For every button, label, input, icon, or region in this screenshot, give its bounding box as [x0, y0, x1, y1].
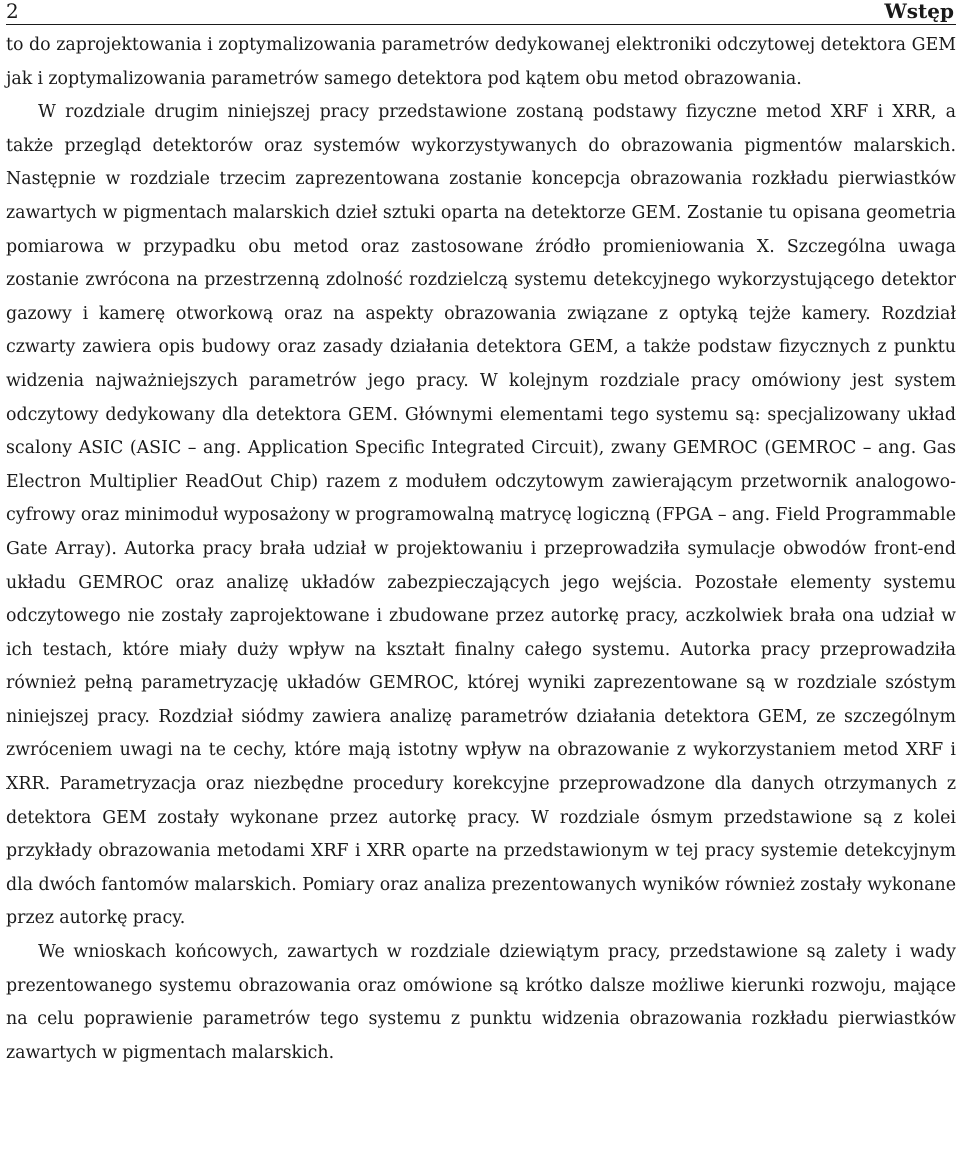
- document-page: [6, 0, 956, 1070]
- chapter-title: Wstęp: [884, 0, 954, 23]
- paragraph-chapter-overview: W rozdziale drugim niniejszej pracy przedstawione zostaną podstawy fizyczne metod XRF i XRR, a także przegląd detektorów oraz systemów wykorzystywanych do obrazowania pigmentów malarskich. Następnie w rozdziale trzecim zaprezentowana zostanie koncepcja obrazowania rozkładu pierwiastków zawartych w pigmentach malarskich dzieł sztuki oparta na detektorze GEM. Zostanie tu opisana geometria pomiarowa w przypadku obu metod oraz zastosowane źródło promieniowania X. Szczególna uwaga zostanie zwrócona na przestrzenną zdolność rozdzielczą systemu detekcyjnego wykorzystującego detektor gazowy i kamerę otworkową oraz na aspekty obrazowania związane z optyką tejże kamery. Rozdział czwarty zawiera opis budowy oraz zasady działania detektora GEM, a także podstaw fizycznych z punktu widzenia najważniejszych parametrów jego pracy. W kolejnym rozdziale pracy omówiony jest system odczytowy dedykowany dla detektora GEM. Głównymi elementami tego systemu są: specjalizowany układ scalony ASIC (ASIC – ang. Application Specific Integrated Circuit), zwany GEMROC (GEMROC – ang. Gas Electron Multiplier ReadOut Chip) razem z modułem odczytowym zawierającym przetwornik analogowo-cyfrowy oraz minimoduł wyposażony w programowalną matrycę logiczną (FPGA – ang. Field Programmable Gate Array). Autorka pracy brała udział w projektowaniu i przeprowadziła symulacje obwodów front-end układu GEMROC oraz analizę układów zabezpieczających jego wejścia. Pozostałe elementy systemu odczytowego nie zostały zaprojektowane i zbudowane przez autorkę pracy, aczkolwiek brała ona udział w ich testach, które miały duży wpływ na kształt finalny całego systemu. Autorka pracy przeprowadziła również pełną parametryzację układów GEMROC, której wyniki zaprezentowane są w rozdziale szóstym niniejszej pracy. Rozdział siódmy zawiera analizę parametrów działania detektora GEM, ze szczególnym zwróceniem uwagi na te cechy, które mają istotny wpływ na obrazowanie z wykorzystaniem metod XRF i XRR. Parametryzacja oraz niezbędne procedury korekcyjne przeprowadzone dla danych otrzymanych z detektora GEM zostały wykonane przez autorkę pracy. W rozdziale ósmym przedstawione są z kolei przykłady obrazowania metodami XRF i XRR oparte na przedstawionym w tej pracy systemie detekcyjnym dla dwóch fantomów malarskich. Pomiary oraz analiza prezentowanych wyników również zostały wykonane przez autorkę pracy.: [6, 102, 956, 929]
- paragraph-continuation: to do zaprojektowania i zoptymalizowania parametrów dedykowanej elektroniki odczytowej detektora GEM jak i zoptymalizowania parametrów samego detektora pod kątem obu metod obrazowania.: [6, 35, 956, 89]
- header-rule: [6, 24, 956, 25]
- paragraph-conclusions: We wnioskach końcowych, zawartych w rozdziale dziewiątym pracy, przedstawione są zalety i wady prezentowanego systemu obrazowania oraz omówione są krótko dalsze możliwe kierunki rozwoju, mające na celu poprawienie parametrów tego systemu z punktu widzenia obrazowania rozkładu pierwiastków zawartych w pigmentach malarskich.: [6, 942, 956, 1063]
- page-number: 2: [6, 0, 19, 23]
- running-header: [6, 0, 956, 24]
- body-text: [6, 29, 956, 1070]
